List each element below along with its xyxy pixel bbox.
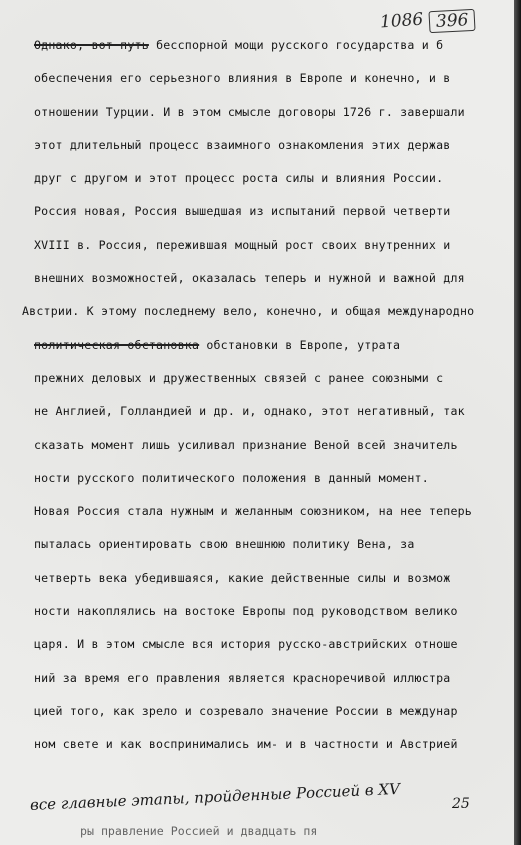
text-line — [0, 533, 514, 566]
struck-text: политическая обстановка — [34, 337, 200, 352]
page-number-boxed: 396 — [429, 9, 477, 33]
line-text: XVIII в. Россия, пережившая мощный рост своих внутренних и — [34, 237, 451, 252]
text-line — [0, 467, 514, 500]
typed-text-body — [0, 34, 514, 767]
text-line — [0, 200, 514, 233]
text-line — [0, 367, 514, 400]
text-line — [0, 101, 514, 134]
page-number — [380, 10, 476, 32]
text-line — [0, 334, 514, 367]
cut-off-bottom-line: ры правление Россией и двадцать пя — [80, 824, 318, 838]
text-line — [0, 434, 514, 467]
line-text: пыталась ориентировать свою внешнюю политику Вена, за — [34, 537, 415, 552]
line-text: этот длительный процесс взаимного ознакомления этих держав — [34, 137, 451, 152]
line-text: не Англией, Голландией и др. и, однако, этот негативный, так — [34, 404, 465, 419]
line-text: царя. И в этом смысле вся история русско-австрийских отноше — [34, 637, 458, 652]
text-line — [0, 34, 514, 67]
text-line — [0, 633, 514, 666]
line-text: сказать момент лишь усиливал признание Веной всей значитель — [34, 437, 458, 452]
text-line — [0, 733, 514, 766]
handwritten-footer-note: все главные этапы, пройденные Россией в ХV — [29, 779, 401, 814]
text-line — [0, 667, 514, 700]
text-line — [0, 67, 514, 100]
line-text: четверть века убедившаяся, какие действенные силы и возмож — [34, 570, 451, 585]
line-text: ний за время его правления является красноречивой иллюстра — [34, 670, 451, 685]
text-line — [0, 500, 514, 533]
struck-text: Однако, вот путь — [34, 38, 149, 52]
page-number-handwritten: 1086 — [379, 9, 424, 33]
text-line — [0, 234, 514, 267]
text-line — [0, 700, 514, 733]
text-line — [0, 167, 514, 200]
line-text: Россия новая, Россия вышедшая из испытаний первой четверти — [34, 204, 451, 219]
line-text: бесспорной мощи русского государства и б — [148, 38, 444, 52]
line-text: обстановки в Европе, утрата — [199, 337, 401, 352]
line-text: Австрии. К этому последнему вело, конечно, и общая международно — [22, 304, 475, 319]
text-line — [0, 134, 514, 167]
text-line — [0, 600, 514, 633]
handwritten-footer-superscript: 25 — [452, 796, 470, 812]
line-text: ности русского политического положения в данный момент. — [34, 470, 429, 485]
text-line — [0, 400, 514, 433]
line-text: друг с другом и этот процесс роста силы и влияния России. — [34, 171, 444, 186]
line-text: ном свете и как воспринимались им- и в частности и Австрией — [34, 737, 458, 752]
line-text: отношении Турции. И в этом смысле договоры 1726 г. завершали — [34, 104, 465, 119]
line-text: внешних возможностей, оказалась теперь и нужной и важной для — [34, 271, 465, 286]
line-text: прежних деловых и дружественных связей с ранее союзными с — [34, 370, 444, 385]
text-line — [0, 567, 514, 600]
scan-edge — [514, 0, 521, 845]
line-text: цией того, как зрело и созревало значение России в междунар — [34, 703, 458, 718]
line-text: Новая Россия стала нужным и желанным союзником, на нее теперь — [34, 504, 472, 519]
line-text: ности накоплялись на востоке Европы под руководством велико — [34, 604, 458, 619]
text-line — [0, 267, 514, 300]
text-line — [0, 300, 514, 333]
line-text: обеспечения его серьезного влияния в Европе и конечно, и в — [34, 71, 451, 86]
